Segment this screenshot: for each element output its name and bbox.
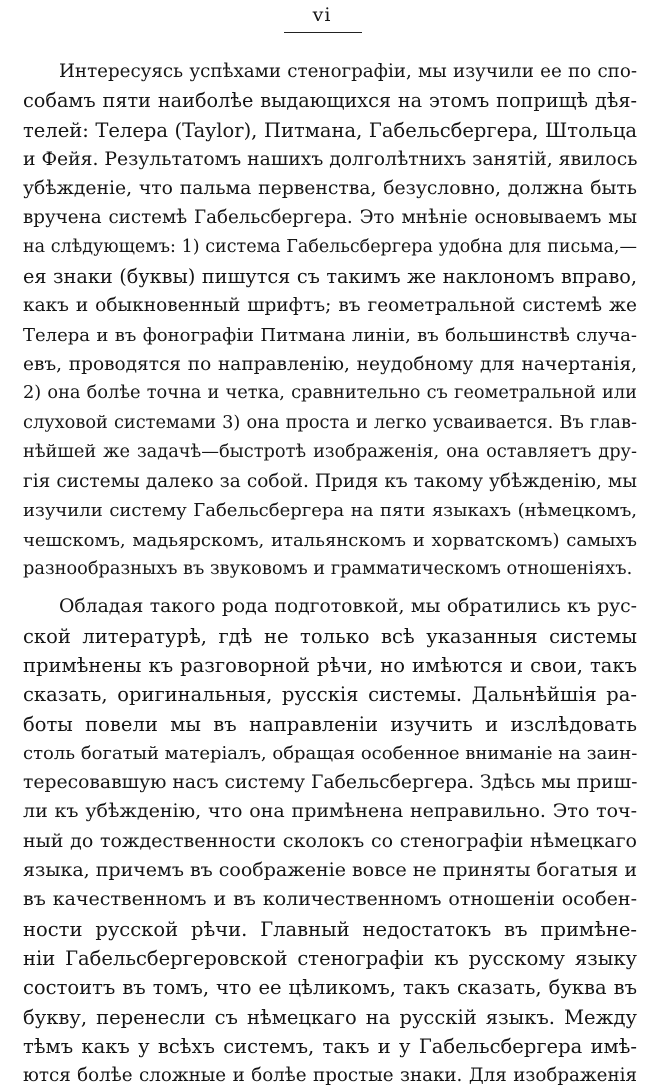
text-line: букву, перенесли съ нѣмецкаго на русскій языкъ. Между [23, 1005, 637, 1029]
text-line: тѣмъ какъ у всѣхъ системъ, такъ и у Габельсбергера имѣ- [23, 1034, 637, 1058]
text-line: 2) она болѣе точна и четка, сравнительно съ геометральной или [23, 383, 637, 404]
text-line: ются болѣе сложные и болѣе простые знаки. Для изображенія [23, 1065, 637, 1087]
text-line: Интересуясь успѣхами стенографіи, мы изучили ее по спо- [59, 61, 637, 82]
page-number: vi [312, 4, 332, 26]
text-line: на слѣдующемъ: 1) система Габельсбергера удобна для письма,— [23, 236, 637, 257]
text-line: слуховой системами 3) она проста и легко усваивается. Въ глав- [23, 412, 637, 433]
page-number-rule [284, 32, 362, 33]
text-line: Телера и въ фонографіи Питмана линіи, въ большинствѣ случа- [23, 324, 637, 346]
text-line: нѣйшей же задачѣ—быстротѣ изображенія, она оставляетъ дру- [23, 441, 637, 462]
paragraph-1 [23, 57, 637, 584]
body-text [23, 57, 637, 1090]
text-line: ніи Габельсбергеровской стенографіи къ русскому языку [23, 946, 637, 970]
text-line: ской литературѣ, гдѣ не только всѣ указанныя системы [23, 624, 637, 648]
text-line: состоитъ въ томъ, что ее цѣликомъ, такъ сказать, буква въ [23, 976, 637, 1000]
text-line: собамъ пяти наиболѣе выдающихся на этомъ поприщѣ дѣя- [23, 89, 637, 113]
text-line: въ качественномъ и въ количественномъ отношеніи особен- [23, 888, 637, 911]
text-line: ли къ убѣжденію, что она примѣнена неправильно. Это точ- [23, 800, 637, 823]
paragraph-2 [23, 592, 637, 1090]
text-line: чешскомъ, мадьярскомъ, итальянскомъ и хорватскомъ) самыхъ [23, 529, 637, 551]
text-line: ный до тождественности сколокъ со стенографіи нѣмецкаго [23, 829, 637, 852]
text-line: примѣнены къ разговорной рѣчи, но имѣются и свои, такъ [23, 653, 637, 677]
text-line: вручена системѣ Габельсбергера. Это мнѣніе основываемъ мы [23, 207, 637, 229]
text-line: боты повели мы въ направленіи изучить и изслѣдовать [23, 712, 637, 736]
text-line: гія системы далеко за собой. Придя къ такому убѣжденію, мы [23, 471, 637, 493]
text-line: и Фейя. Результатомъ нашихъ долголѣтнихъ занятій, явилось [23, 148, 638, 170]
text-line: сказать, оригинальныя, русскія системы. Дальнѣйшія ра- [23, 683, 637, 707]
text-line: евъ, проводятся по направленію, неудобному для начертанія, [23, 353, 637, 375]
text-line: изучили систему Габельсбергера на пяти языкахъ (нѣмецкомъ, [23, 500, 637, 522]
text-line: ности русской рѣчи. Главный недостатокъ въ примѣне- [23, 917, 637, 941]
text-line: ея знаки (буквы) пишутся съ такимъ же наклономъ вправо, [23, 265, 637, 289]
text-line: столь богатый матеріалъ, обращая особенное вниманіе на заин- [23, 742, 638, 764]
text-line: тересовавшую насъ систему Габельсбергера. Здѣсь мы приш- [23, 772, 638, 794]
text-line: телей: Телера (Taylor), Питмана, Габельсбергера, Штольца [23, 118, 637, 142]
text-line: какъ и обыкновенный шрифтъ; въ геометральной системѣ же [23, 295, 637, 317]
text-line: языка, причемъ въ соображеніе вовсе не приняты богатыя и [23, 859, 637, 882]
text-line: Обладая такого рода подготовкой, мы обратились къ рус- [59, 596, 637, 618]
text-line: убѣжденіе, что пальма первенства, безусловно, должна быть [23, 178, 637, 200]
text-line: разнообразныхъ въ звуковомъ и грамматическомъ отношеніяхъ. [23, 559, 633, 580]
